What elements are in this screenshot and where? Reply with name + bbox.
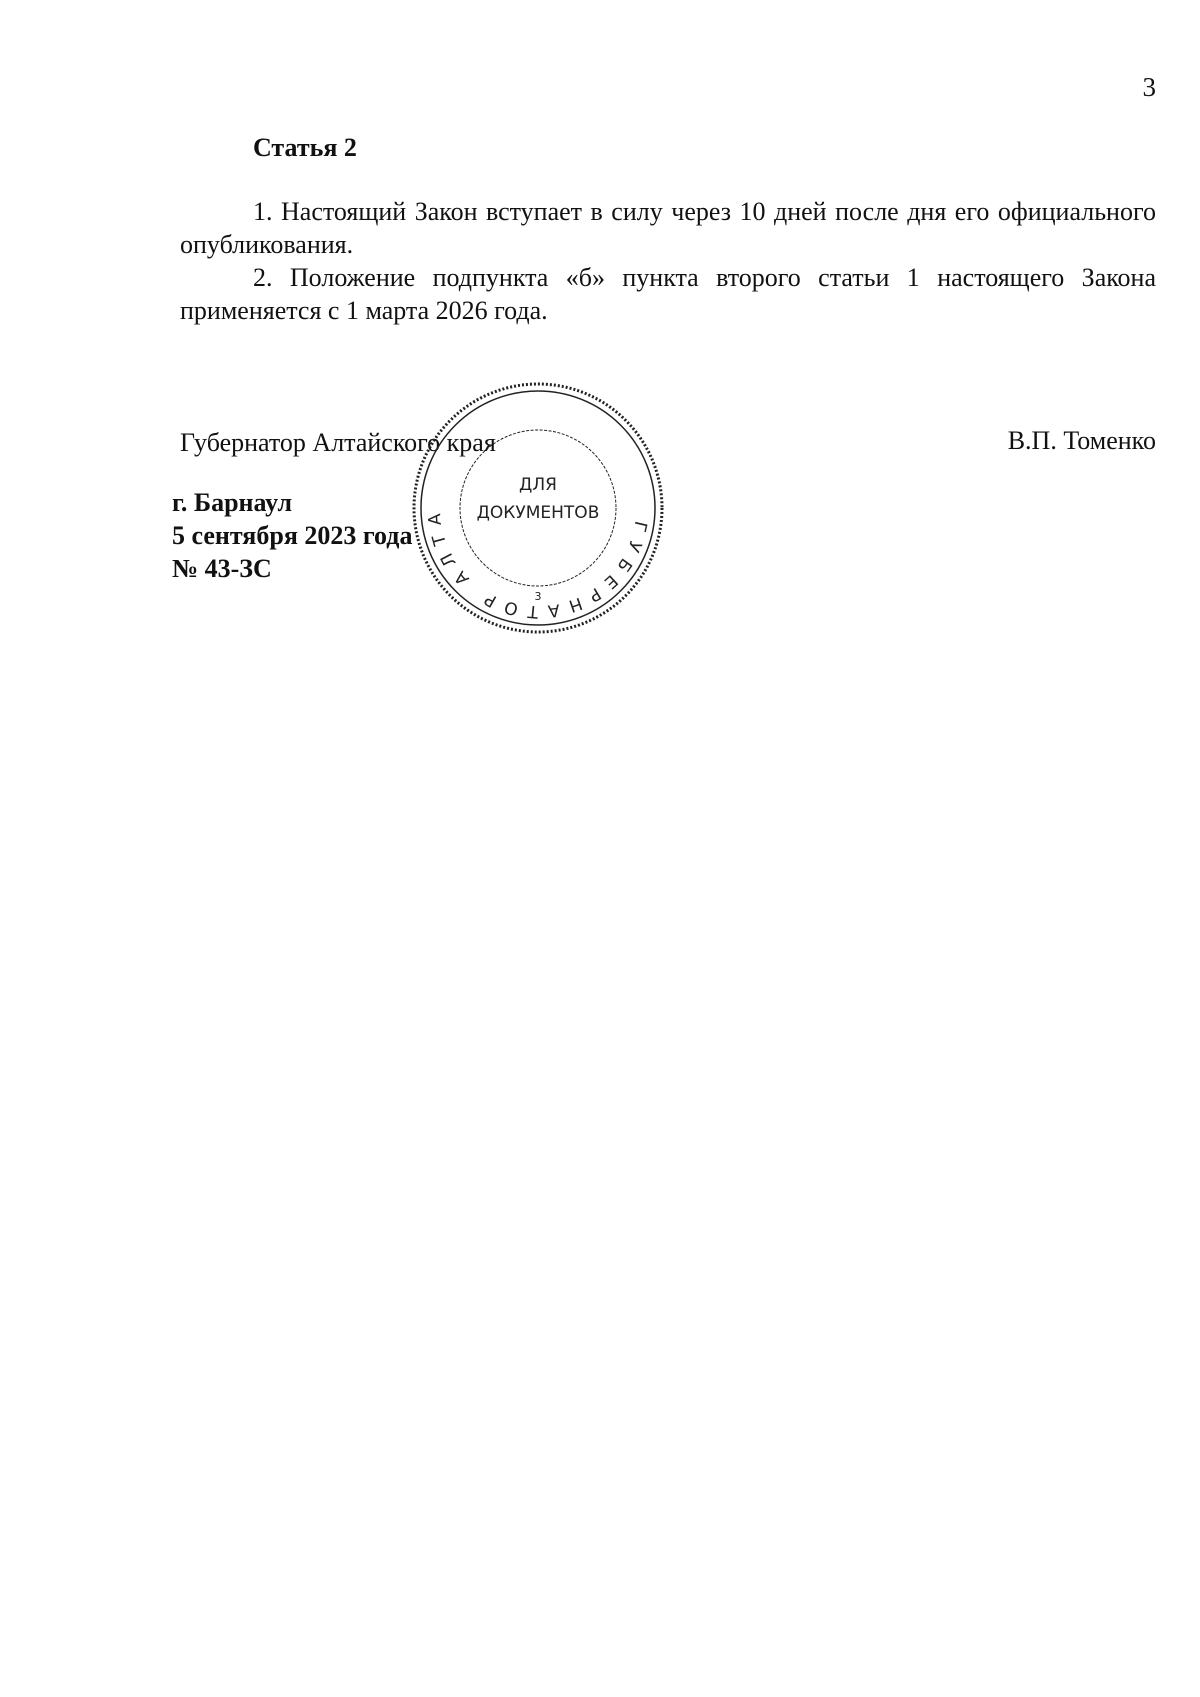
- city: г. Барнаул: [172, 488, 293, 517]
- date: 5 сентября 2023 года: [172, 521, 413, 550]
- law-number: № 43-ЗС: [172, 554, 272, 583]
- article-heading: Статья 2: [253, 133, 357, 162]
- seal-center-line-2: ДОКУМЕНТОВ: [476, 503, 600, 523]
- seal-graphic: [408, 378, 668, 638]
- place-date-block: [172, 486, 412, 585]
- seal-center-line-1: ДЛЯ: [519, 475, 557, 495]
- article-paragraph-1: 1. Настоящий Закон вступает в силу через 10 дней после дня его официального опубликования.: [180, 197, 1156, 259]
- signatory-name: В.П. Томенко: [1007, 426, 1156, 455]
- official-seal: [408, 378, 668, 638]
- signatory-title: Губернатор Алтайского края: [180, 428, 496, 457]
- article-paragraph-2: 2. Положение подпункта «б» пункта второго статьи 1 настоящего Закона применяется с 1 марта 2026 года.: [180, 263, 1156, 325]
- page-number: 3: [1142, 72, 1156, 102]
- seal-number: 3: [534, 590, 542, 603]
- seal-ring-text: ГУБЕРНАТОР АЛТА: [424, 503, 651, 622]
